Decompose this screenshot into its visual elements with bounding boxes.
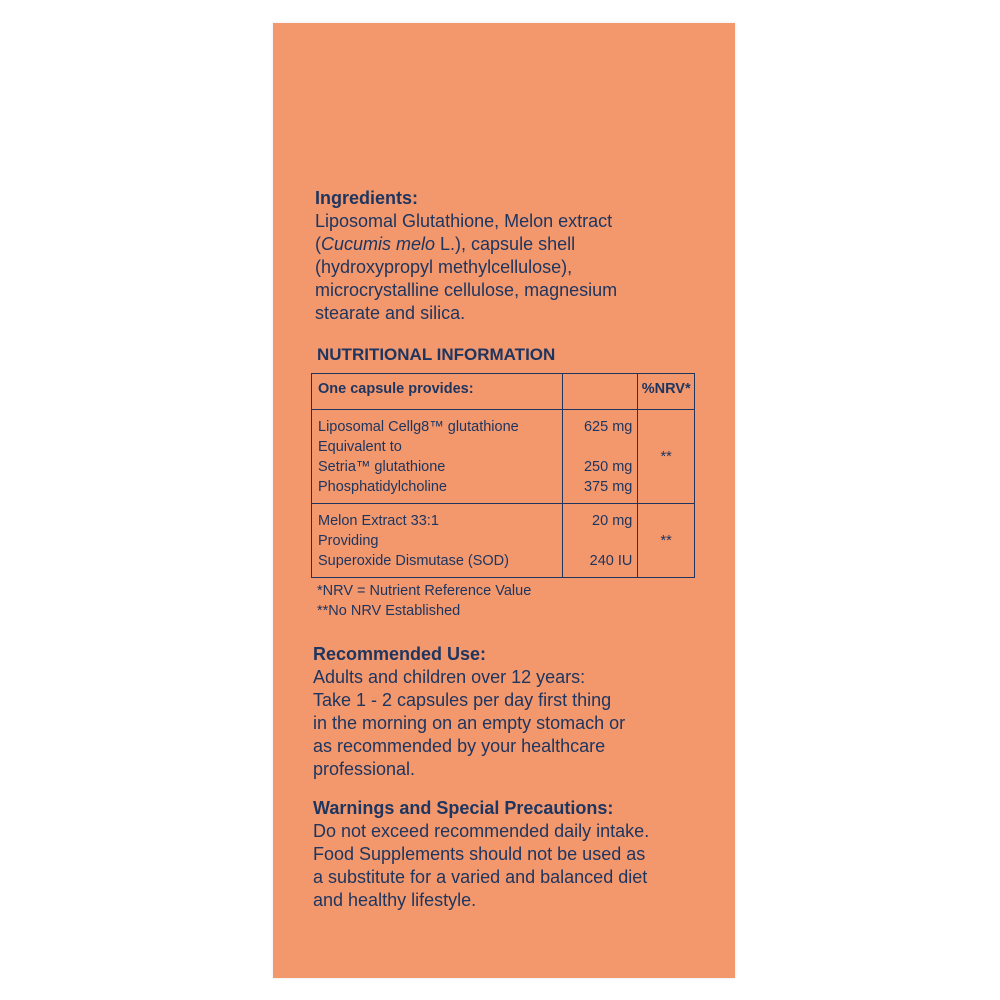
ingredients-line: stearate and silica. (315, 303, 466, 323)
nutrient-amount: 250 mg (583, 459, 633, 475)
nutrient-amount (563, 437, 632, 457)
recommended-use-heading: Recommended Use: (313, 644, 487, 664)
ingredients-line-rest: L.), capsule shell (435, 234, 576, 254)
warnings-text (313, 820, 723, 912)
nutrient-name: Setria™ glutathione (318, 459, 446, 475)
product-label-panel (273, 23, 735, 978)
nutrition-table (311, 373, 695, 578)
warnings-heading: Warnings and Special Precautions: (313, 798, 614, 818)
nutrient-names (312, 410, 563, 504)
nutrient-nrv: ** (638, 410, 695, 504)
nrv-footnotes (317, 581, 531, 621)
recommended-use-text (313, 666, 723, 781)
recommended-use-line: Adults and children over 12 years: (313, 667, 586, 687)
ingredients-line: microcrystalline cellulose, magnesium (315, 280, 618, 300)
ingredients-text (315, 210, 715, 325)
nutrient-name: Melon Extract 33:1 (318, 513, 439, 529)
ingredients-line: Liposomal Glutathione, Melon extract (315, 211, 613, 231)
botanical-name: Cucumis melo (321, 234, 436, 254)
ingredients-section (315, 187, 715, 325)
warnings-line: and healthy lifestyle. (313, 890, 477, 910)
header-nrv: %NRV* (638, 374, 695, 410)
nutrient-amount: 20 mg (592, 513, 633, 529)
nutrient-name: Providing (318, 533, 379, 549)
table-row (312, 504, 695, 578)
nutrient-name: Superoxide Dismutase (SOD) (318, 553, 509, 569)
footnote: **No NRV Established (317, 603, 461, 619)
recommended-use-section (313, 643, 723, 781)
header-amount (562, 374, 637, 410)
nutrient-names (312, 504, 563, 578)
nutrient-amounts (562, 504, 637, 578)
table-header-row (312, 374, 695, 410)
nutrient-amount: 375 mg (583, 479, 633, 495)
header-provides: One capsule provides: (312, 374, 563, 410)
nutrient-name: Equivalent to (318, 439, 402, 455)
ingredients-line (315, 233, 715, 256)
nutrient-name: Phosphatidylcholine (318, 479, 447, 495)
recommended-use-line: Take 1 - 2 capsules per day first thing (313, 690, 612, 710)
nutritional-information-title: NUTRITIONAL INFORMATION (317, 345, 556, 364)
nutrient-amount (563, 531, 632, 551)
recommended-use-line: as recommended by your healthcare (313, 736, 606, 756)
table-row (312, 410, 695, 504)
nutrient-amount: 240 IU (589, 553, 633, 569)
warnings-line: a substitute for a varied and balanced diet (313, 867, 648, 887)
nutrient-amount: 625 mg (583, 419, 633, 435)
warnings-line: Food Supplements should not be used as (313, 844, 646, 864)
ingredients-line: (hydroxypropyl methylcellulose), (315, 257, 573, 277)
nutrient-name: Liposomal Cellg8™ glutathione (318, 419, 519, 435)
recommended-use-line: professional. (313, 759, 416, 779)
warnings-line: Do not exceed recommended daily intake. (313, 821, 650, 841)
nutrient-nrv: ** (638, 504, 695, 578)
ingredients-line-open: ( (315, 234, 321, 254)
warnings-section (313, 797, 723, 912)
recommended-use-line: in the morning on an empty stomach or (313, 713, 626, 733)
ingredients-heading: Ingredients: (315, 188, 419, 208)
footnote: *NRV = Nutrient Reference Value (317, 583, 532, 599)
nutrient-amounts (562, 410, 637, 504)
